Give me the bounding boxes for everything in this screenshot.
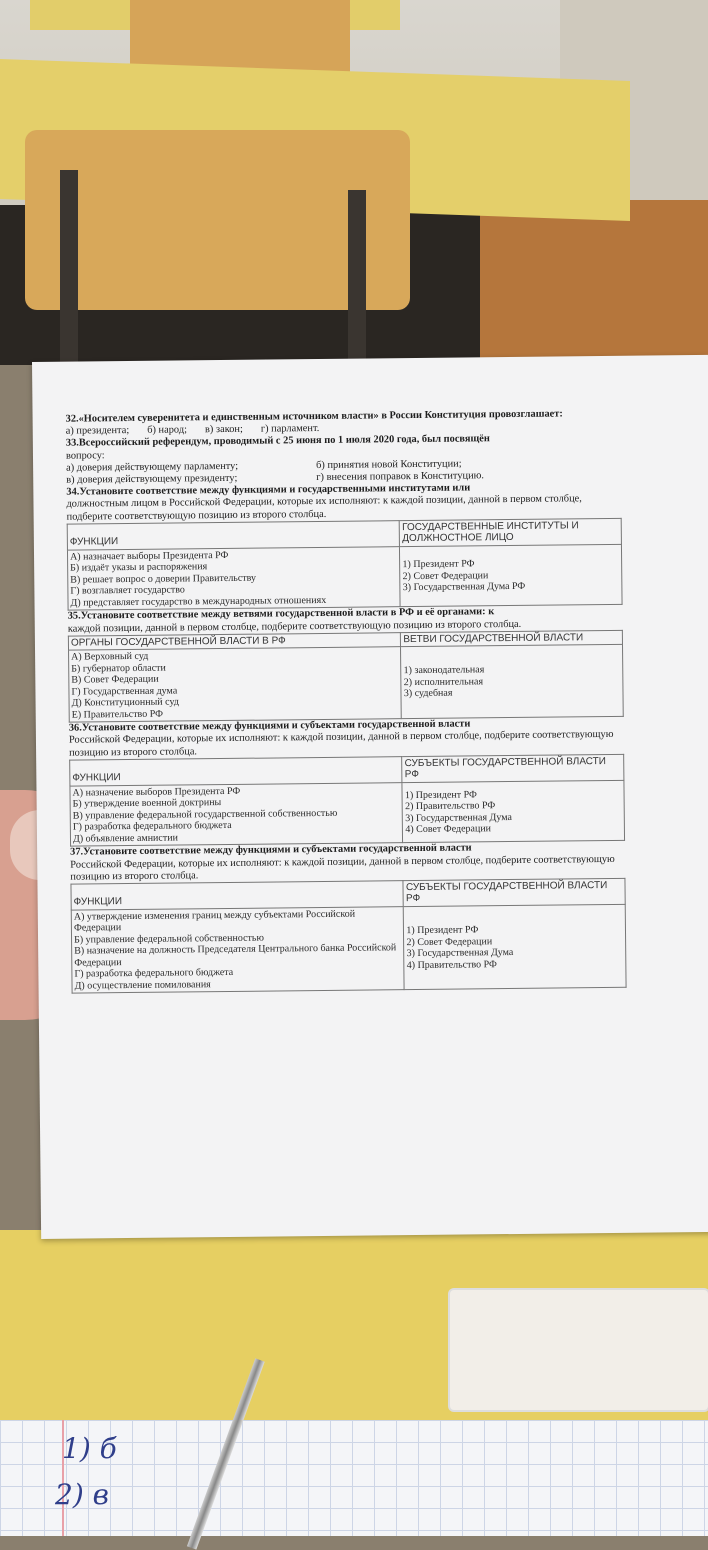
left-column xyxy=(71,907,404,994)
table-item: А) Верховный суд xyxy=(71,651,149,663)
matching-table xyxy=(67,518,623,611)
table-item: В) решает вопрос о доверии Правительству xyxy=(70,572,257,586)
table-item: 4) Совет Федерации xyxy=(405,823,492,836)
question-36 xyxy=(69,717,625,847)
table-item: Г) разработка федерального бюджета xyxy=(72,820,232,833)
matching-table xyxy=(68,630,624,723)
table-item: 2) Совет Федерации xyxy=(402,570,489,582)
right-column xyxy=(400,544,622,607)
question-title: 34.Установите соответствие между функциями и государственными институтами или xyxy=(66,482,471,498)
option: б) народ; xyxy=(147,424,188,437)
table-item: 2) Совет Федерации xyxy=(406,935,493,948)
left-column xyxy=(69,647,402,722)
table-item: Г) разработка федерального бюджета xyxy=(74,967,234,981)
column-header: СУБЪЕКТЫ ГОСУДАРСТВЕННОЙ ВЛАСТИ РФ xyxy=(402,754,624,782)
option: в) доверия действующему президенту; xyxy=(66,472,238,486)
table-item: 2) исполнительная xyxy=(403,676,484,689)
table-item: Г) Государственная дума xyxy=(71,685,178,698)
question-35 xyxy=(68,605,624,723)
column-header: ВЕТВИ ГОСУДАРСТВЕННОЙ ВЛАСТИ xyxy=(401,630,623,647)
table-item: 3) Государственная Дума xyxy=(405,811,512,824)
worksheet-paper xyxy=(32,355,708,1239)
question-title: 37.Установите соответствие между функциями и субъектами государственной власти xyxy=(70,842,472,858)
question-34 xyxy=(66,481,622,611)
right-column xyxy=(404,904,626,990)
chair-leg xyxy=(60,170,78,365)
table-item: 4) Правительство РФ xyxy=(406,958,497,971)
option: г) парламент. xyxy=(260,423,320,435)
table-item: Д) представляет государство в международных отношениях xyxy=(70,594,327,609)
column-header: СУБЪЕКТЫ ГОСУДАРСТВЕННОЙ ВЛАСТИ РФ xyxy=(403,878,625,906)
option: б) принятия новой Конституции; xyxy=(316,458,462,471)
table-item: В) управление федеральной государственной собственностью xyxy=(72,807,338,822)
chair-leg xyxy=(348,190,366,365)
worksheet-content xyxy=(66,408,627,994)
table-item: Б) управление федеральной собственностью xyxy=(73,932,264,946)
handwritten-answer-2: 2) в xyxy=(55,1478,109,1511)
table-item: А) утверждение изменения границ между субъектами Российской Федерации xyxy=(73,908,356,935)
question-33 xyxy=(66,432,621,487)
question-title: 35.Установите соответствие между ветвями государственной власти в РФ и её органами: к xyxy=(67,606,495,622)
left-column xyxy=(70,782,403,846)
right-column xyxy=(401,645,623,719)
column-header: ОРГАНЫ ГОСУДАРСТВЕННОЙ ВЛАСТИ В РФ xyxy=(68,632,401,650)
question-title: 32.«Носителем суверенитета и единственным источником власти» в России Конституция провозглашает: xyxy=(65,408,563,425)
table-item: 3) Государственная Дума РФ xyxy=(402,581,526,594)
option: а) президента; xyxy=(65,425,130,437)
question-subtitle: вопросу: xyxy=(65,449,105,462)
table-item: В) назначение на должность Председателя Центрального банка Российской Федерации xyxy=(74,942,397,969)
column-header: ФУНКЦИИ xyxy=(71,881,404,910)
table-item: 1) законодательная xyxy=(403,664,485,677)
table-item: Б) издаёт указы и распоряжения xyxy=(70,561,208,574)
matching-table xyxy=(69,754,625,847)
table-item: 3) судебная xyxy=(403,688,453,700)
table-item: А) назначение выборов Президента РФ xyxy=(72,785,241,799)
floor xyxy=(480,200,708,365)
left-column xyxy=(67,546,400,610)
question-instruction: Российской Федерации, которые их исполняют: к каждой позиции, данной в первом столбце, подберите соответствующую позицию из второго столбца. xyxy=(70,853,615,883)
option: г) внесения поправок в Конституцию. xyxy=(316,470,485,484)
handwritten-answer-1: 1) б xyxy=(62,1432,117,1465)
table-item: В) Совет Федерации xyxy=(71,673,159,686)
table-item: А) назначает выборы Президента РФ xyxy=(69,549,229,563)
question-instruction: каждой позиции, данной в первом столбце, подберите соответствующую позицию из второго столбца. xyxy=(67,618,522,635)
option: в) закон; xyxy=(204,423,243,436)
question-instruction: должностным лицом в Российской Федерации, которые их исполняют: к каждой позиции, данной в первом столбце, подберите соответствующую позицию из второго столбца. xyxy=(66,493,582,523)
table-item: Е) Правительство РФ xyxy=(71,708,164,721)
table-item: 1) Президент РФ xyxy=(406,924,479,937)
question-37 xyxy=(70,841,627,994)
table-item: Г) возглавляет государство xyxy=(70,584,185,597)
table-item: Б) утверждение военной доктрины xyxy=(72,797,222,810)
question-title: 36.Установите соответствие между функциями и субъектами государственной власти xyxy=(68,718,471,734)
table-item: 1) Президент РФ xyxy=(404,788,477,801)
matching-table xyxy=(70,878,626,994)
column-header: ГОСУДАРСТВЕННЫЕ ИНСТИТУТЫ И ДОЛЖНОСТНОЕ ЛИЦО xyxy=(400,518,622,546)
question-title: 33.Всероссийский референдум, проводимый с 25 июня по 1 июля 2020 года, был посвящён xyxy=(65,433,490,450)
table-item: Д) объявление амнистии xyxy=(72,832,178,845)
question-instruction: Российской Федерации, которые их исполняют: к каждой позиции, данной в первом столбце, подберите соответствующую позицию из второго столбца. xyxy=(68,729,614,759)
option: а) доверия действующему парламенту; xyxy=(66,460,239,474)
table-item: 3) Государственная Дума xyxy=(406,947,514,960)
table-item: Д) осуществление помилования xyxy=(74,979,211,992)
column-header: ФУНКЦИИ xyxy=(70,756,403,785)
closed-notebook xyxy=(450,1290,708,1410)
table-item: 1) Президент РФ xyxy=(402,558,475,571)
right-column xyxy=(402,780,624,843)
table-item: 2) Правительство РФ xyxy=(405,800,496,813)
table-item: Б) губернатор области xyxy=(71,662,166,675)
column-header: ФУНКЦИИ xyxy=(67,520,400,549)
table-item: Д) Конституционный суд xyxy=(71,696,179,709)
